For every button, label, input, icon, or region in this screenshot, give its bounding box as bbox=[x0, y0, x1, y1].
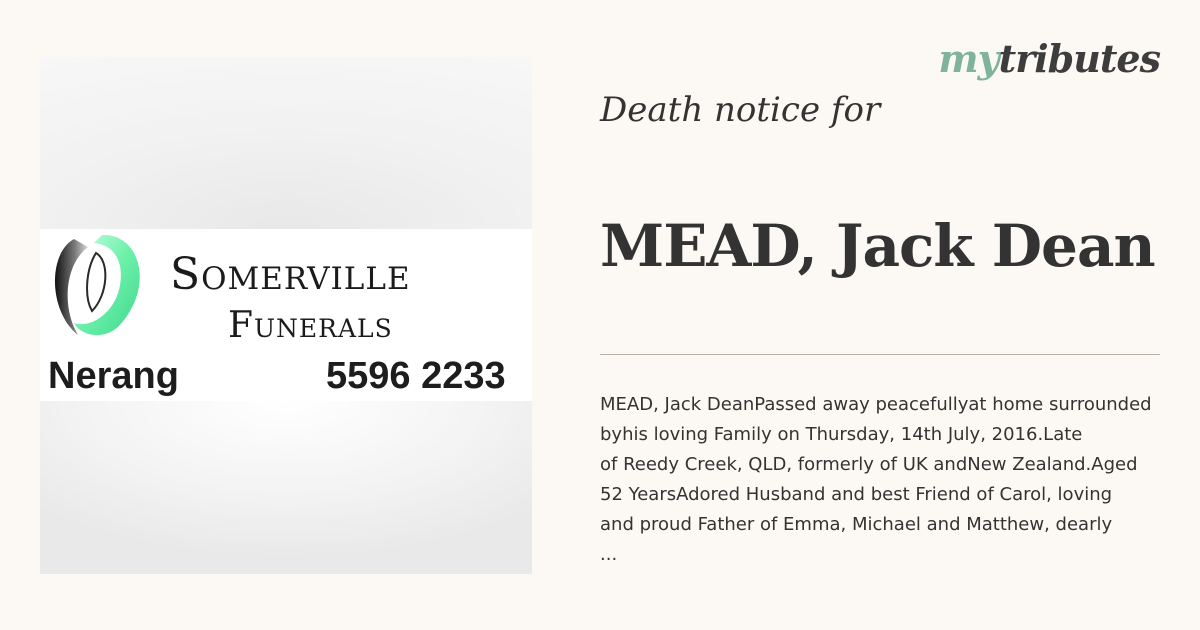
notice-excerpt bbox=[600, 390, 1200, 570]
funeral-home-banner bbox=[40, 229, 532, 401]
divider bbox=[600, 354, 1160, 355]
logo-prefix: my bbox=[938, 36, 999, 81]
funeral-home-location: Nerang bbox=[48, 355, 179, 397]
funeral-home-name-line2: Funerals bbox=[228, 305, 393, 346]
excerpt-line: and proud Father of Emma, Michael and Matthew, dearly bbox=[600, 514, 1113, 535]
funeral-home-name-line1: Somerville bbox=[170, 249, 411, 300]
logo-suffix: tributes bbox=[998, 36, 1160, 81]
excerpt-line: MEAD, Jack DeanPassed away peacefullyat home surrounded bbox=[600, 394, 1152, 415]
excerpt-line: of Reedy Creek, QLD, formerly of UK andNew Zealand.Aged bbox=[600, 454, 1138, 475]
excerpt-line: byhis loving Family on Thursday, 14th July, 2016.Late bbox=[600, 424, 1083, 445]
excerpt-line: 52 YearsAdored Husband and best Friend of Carol, loving bbox=[600, 484, 1113, 505]
mytributes-logo[interactable] bbox=[938, 36, 1160, 81]
excerpt-ellipsis: ... bbox=[600, 544, 618, 565]
deceased-name: MEAD, Jack Dean bbox=[600, 212, 1155, 280]
funeral-home-logo-icon bbox=[44, 231, 154, 341]
funeral-home-image bbox=[40, 57, 532, 574]
notice-type-label: Death notice for bbox=[600, 90, 881, 130]
image-bottom-shade bbox=[40, 401, 532, 574]
funeral-home-phone: 5596 2233 bbox=[326, 355, 506, 397]
image-top-shade bbox=[40, 57, 532, 229]
